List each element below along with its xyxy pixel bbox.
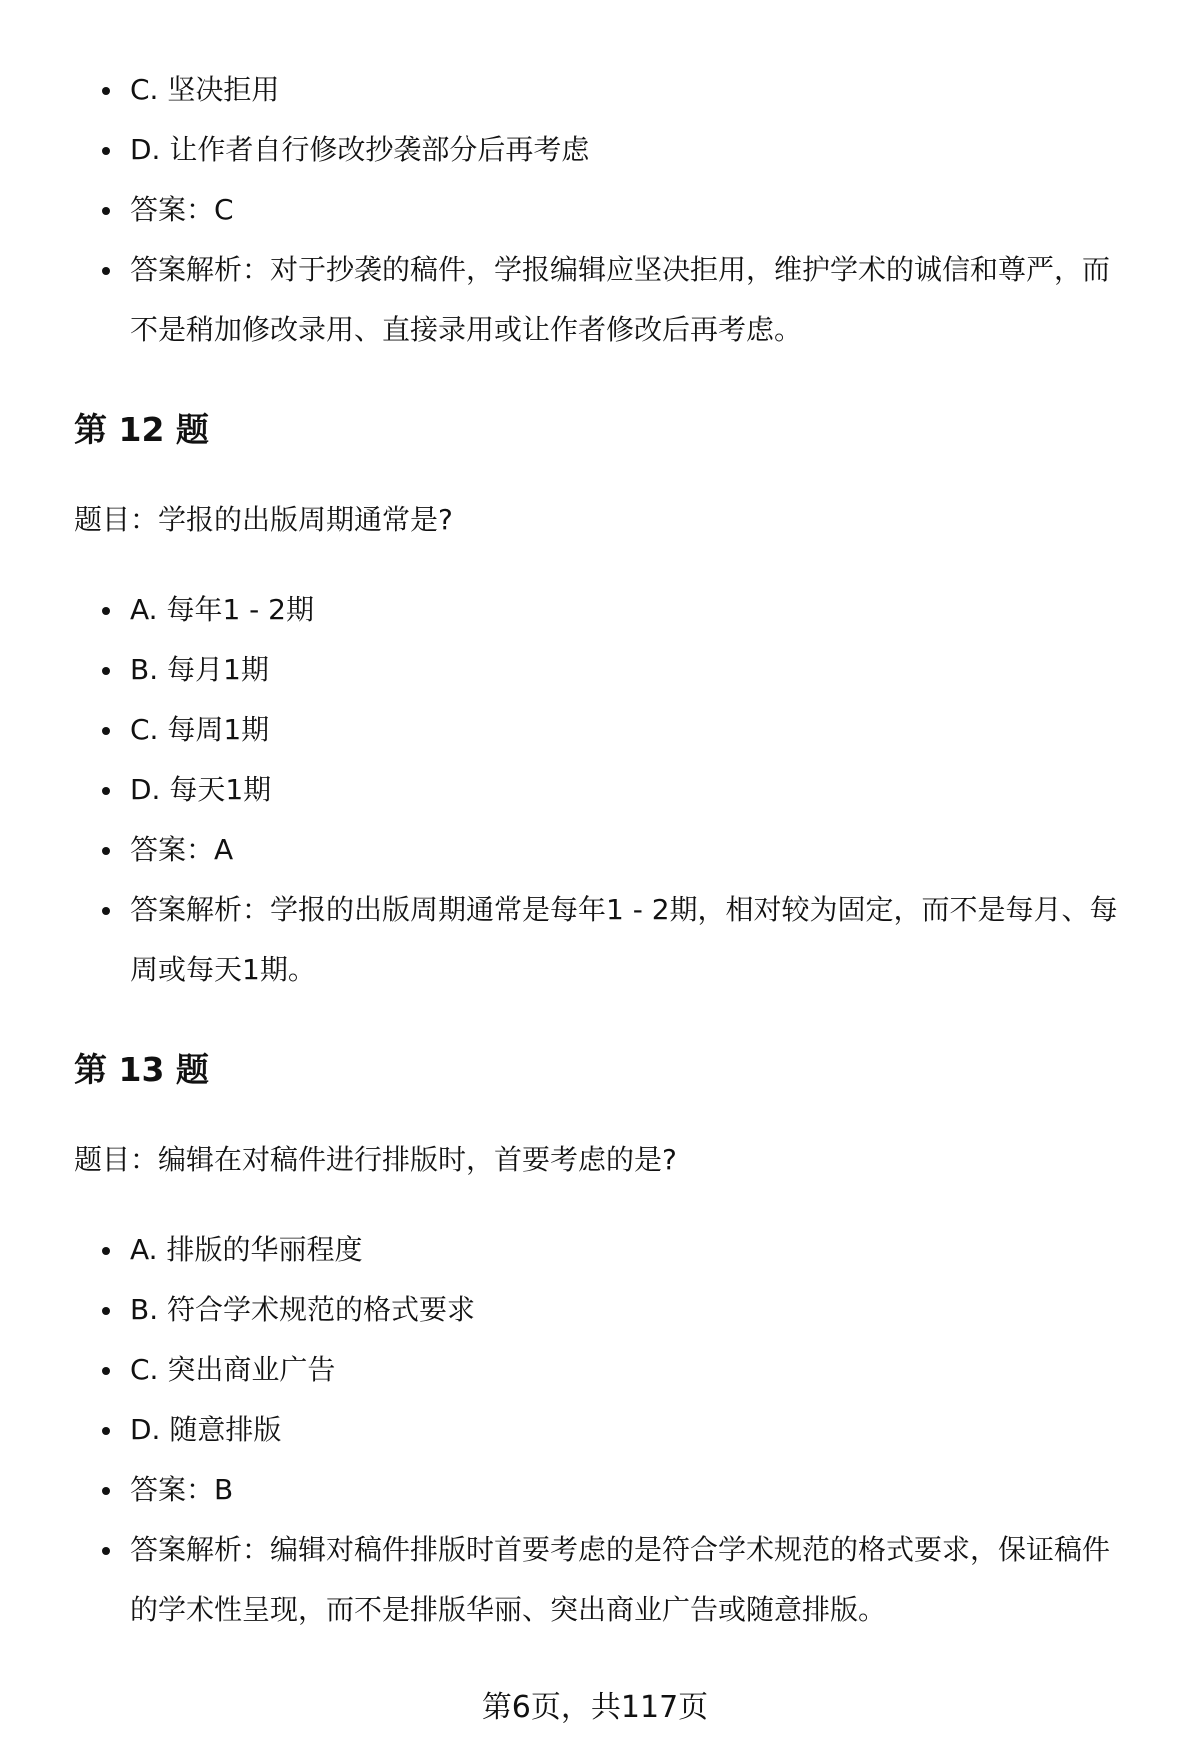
option-d: D. 让作者自行修改抄袭部分后再考虑: [74, 120, 1134, 180]
document-content: [74, 60, 1134, 1640]
question-12-text: 题目：学报的出版周期通常是?: [74, 503, 453, 536]
answer: 答案：C: [74, 180, 1134, 240]
answer-explanation: 答案解析：学报的出版周期通常是每年1 - 2期，相对较为固定，而不是每月、每周或每天1期。: [74, 880, 1134, 1000]
answer-explanation: 答案解析：编辑对稿件排版时首要考虑的是符合学术规范的格式要求，保证稿件的学术性呈现，而不是排版华丽、突出商业广告或随意排版。: [74, 1520, 1134, 1640]
option-c: C. 坚决拒用: [74, 60, 1134, 120]
option-a: A. 每年1 - 2期: [74, 580, 1134, 640]
option-b: B. 每月1期: [74, 640, 1134, 700]
option-c: C. 每周1期: [74, 700, 1134, 760]
question-12-list: [74, 580, 1134, 1000]
answer: 答案：B: [74, 1460, 1134, 1520]
question-12-heading: 第 12 题: [74, 410, 209, 449]
answer-explanation: 答案解析：对于抄袭的稿件，学报编辑应坚决拒用，维护学术的诚信和尊严，而不是稍加修改录用、直接录用或让作者修改后再考虑。: [74, 240, 1134, 360]
prev-question-list: [74, 60, 1134, 360]
option-a: A. 排版的华丽程度: [74, 1220, 1134, 1280]
option-c: C. 突出商业广告: [74, 1340, 1134, 1400]
question-13-list: [74, 1220, 1134, 1640]
question-13-text: 题目：编辑在对稿件进行排版时，首要考虑的是?: [74, 1143, 677, 1176]
page-number-footer: 第6页，共117页: [481, 1690, 709, 1725]
option-d: D. 随意排版: [74, 1400, 1134, 1460]
option-d: D. 每天1期: [74, 760, 1134, 820]
question-13-heading: 第 13 题: [74, 1050, 209, 1089]
option-b: B. 符合学术规范的格式要求: [74, 1280, 1134, 1340]
answer: 答案：A: [74, 820, 1134, 880]
